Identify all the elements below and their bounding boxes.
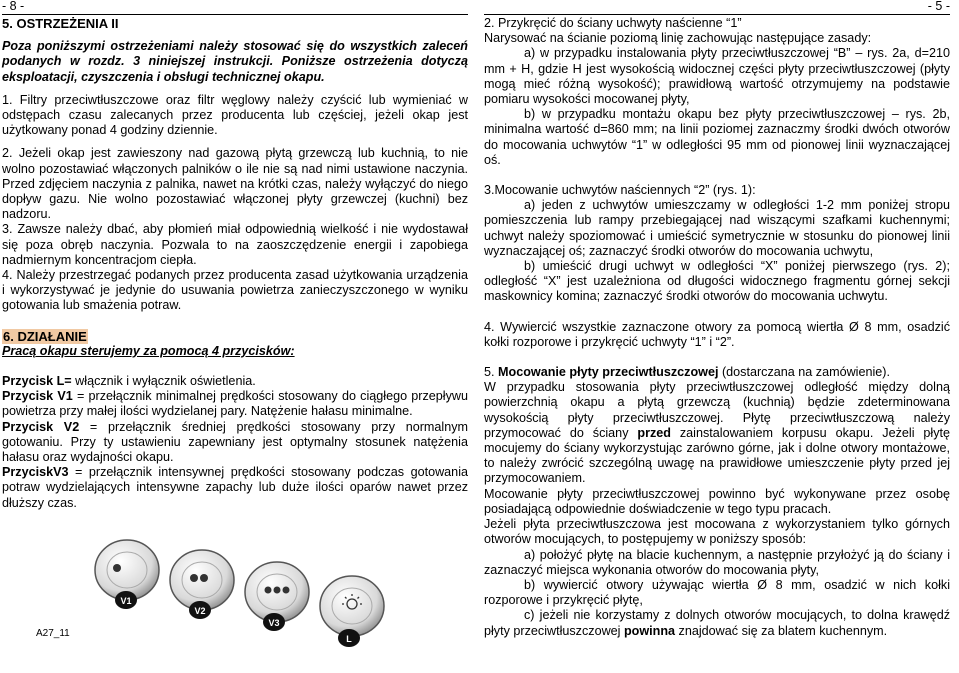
button-v3-description: PrzyciskV3 = przełącznik intensywnej prędkości stosowany podczas gotowania potraw wydzielających intensywne zapachy lub duże ilości oparów nawet przez dłuższy czas. bbox=[2, 465, 468, 510]
step-3-a: a) jeden z uchwytów umieszczamy w odległości 1-2 mm poniżej stropu pomieszczenia lub rampy przebiegającej nad wiszącymi szafkami kuchennymi; uchwyt należy spoziomować i umieścić symetrycznie w stosunku do pionowej linii wyznaczającej oś; zaznaczyć środki otworów do mocowania uchwytu, bbox=[484, 198, 950, 258]
step-5-a: a) położyć płytę na blacie kuchennym, a następnie przyłożyć ją do ściany i zaznaczyć miejsca wykonania otworów do mocowania płyty, bbox=[484, 547, 950, 577]
right-page bbox=[482, 0, 952, 668]
button-v1-label: Przycisk V1 bbox=[2, 389, 73, 404]
knob-v2-label: V2 bbox=[194, 606, 206, 616]
step-5-b: b) wywiercić otwory używając wiertła Ø 8 mm, osadzić w nich kołki rozporowe i przykręcić płytę, bbox=[484, 577, 950, 608]
button-v2-label: Przycisk V2 bbox=[2, 419, 80, 434]
step-4: 4. Wywiercić wszystkie zaznaczone otwory za pomocą wiertła Ø 8 mm, osadzić kołki rozporowe i przykręcić uchwyty “1” i “2”. bbox=[484, 319, 950, 349]
step-5-body-1: W przypadku stosowania płyty przeciwtłuszczowej odległość między dolną powierzchnią okapu a płytą grzewczą (kuchnią) będzie zdeterminowana wysokością płyty przeciwtłuszczowej. Płytę przeciwtłuszczową należy przymocować do ściany przed zainstalowaniem korpusu okapu. Jeżeli płytę mocujemy do ściany wykorzystując zarówno górne, jak i dolne otwory montażowe, to należy zwrócić szczególną uwagę na prawidłowe umieszczenie płyty przed jej przymocowaniem. bbox=[484, 380, 950, 486]
knob-l-label: L bbox=[346, 634, 352, 644]
warning-3: 3. Zawsze należy dbać, aby płomień miał odpowiednią wielkość i nie wydostawał się poza obręb naczynia. Pozwala to na zaoszczędzenie energii i zapobiega nadmiernym koncentracjom ciepła. bbox=[2, 222, 468, 267]
knobs-svg bbox=[22, 520, 462, 668]
right-page-number: - 5 - bbox=[484, 0, 950, 15]
button-v1-description: Przycisk V1 = przełącznik minimalnej prędkości stosowany do ciągłego przepływu powietrza przy małej ilości wydzielanej pary. Natężenie hałasu minimalne. bbox=[2, 389, 468, 419]
step-5-heading: 5. Mocowanie płyty przeciwtłuszczowej (dostarczana na zamówienie). bbox=[484, 365, 890, 380]
left-page bbox=[0, 0, 470, 668]
v1-symbol-icon bbox=[113, 564, 121, 572]
button-l-description: Przycisk L= włącznik i wyłącznik oświetlenia. bbox=[2, 374, 256, 389]
knob-v2 bbox=[170, 550, 234, 619]
knob-v3 bbox=[245, 562, 309, 631]
warning-2: 2. Jeżeli okap jest zawieszony nad gazową płytą grzewczą lub kuchnią, to nie wolno pozostawiać włączonych palników o ile nie są nad nimi ustawione naczynia. Przed zdjęciem naczynia z palnika, nawet na krótki czas, należy wyłączyć do niego dopływ gazu. Nie wolno pozostawiać włączonej płyty grzewczej (kuchni) bez nadzoru. bbox=[2, 146, 468, 222]
right-column bbox=[484, 16, 950, 639]
step-5-body-3: Mocowanie płyty przeciwtłuszczowej powinno być wykonywane przez osobę posiadającą odpowiednie doświadczenie w tego typu pracach. bbox=[484, 486, 950, 516]
button-v3-label: PrzyciskV3 bbox=[2, 465, 69, 480]
button-l-label: Przycisk L= bbox=[2, 374, 72, 389]
section-5-title: 5. OSTRZEŻENIA II bbox=[2, 16, 119, 31]
button-v2-description: Przycisk V2 = przełącznik średniej prędkości stosowany przy normalnym gotowaniu. Przy ty ustawieniu zapewniany jest optymalny stosunek natężenia hałasu oraz wydajności okapu. bbox=[2, 419, 468, 465]
step-3-b: b) umieścić drugi uchwyt w odległości “X” poniżej pierwszego (rys. 2); odległość “X” jest uzależniona od długości widocznego fragmentu górnej sekcji maskownicy komina; zaznaczyć środki otworów do mocowania uchwytu. bbox=[484, 259, 950, 304]
warning-1: 1. Filtry przeciwtłuszczowe oraz filtr węglowy należy czyścić lub wymieniać w odstępach czasu zalecanych przez producenta lub częściej, jeżeli okap jest użytkowany ponad 4 godziny dziennie. bbox=[2, 92, 468, 138]
step-5-c: c) jeżeli nie korzystamy z dolnych otworów mocujących, to dolna krawędź płyty przeciwtłuszczowej powinna znajdować się za blatem kuchennym. bbox=[484, 608, 950, 638]
step-2-intro: Narysować na ścianie poziomą linię zachowując następujące zasady: bbox=[484, 31, 872, 46]
step-5-title: Mocowanie płyty przeciwtłuszczowej bbox=[498, 365, 719, 380]
warning-4: 4. Należy przestrzegać podanych przez producenta zasad użytkowania urządzenia i wykorzystywać je jedynie do usuwania powietrza zanieczyszczonego w wyniku gotowania lub smażenia potraw. bbox=[2, 268, 468, 313]
knob-v1-label: V1 bbox=[120, 596, 132, 606]
knob-v1 bbox=[95, 540, 159, 609]
warnings-intro: Poza poniższymi ostrzeżeniami należy stosować się do wszystkich zaleceń podanych w rozdz. 3 niniejszej instrukcji. Poniższe ostrzeżenia dotyczą eksploatacji, czyszczenia i obsługi technicznej okapu. bbox=[2, 39, 468, 84]
figure-reference: A27_11 bbox=[36, 628, 70, 639]
section-6-subtitle: Pracą okapu sterujemy za pomocą 4 przycisków: bbox=[2, 343, 295, 358]
v2-symbol-icon bbox=[190, 574, 198, 582]
knob-v3-label: V3 bbox=[268, 618, 280, 628]
control-knobs-illustration bbox=[22, 520, 462, 668]
step-2-b: b) w przypadku montażu okapu bez płyty przeciwtłuszczowej – rys. 2b, minimalna wartość d=860 mm; na linii poziomej zaznaczmy środki dwóch otworów do mocowania uchwytów “1” w odległości 95 mm od pionowej linii wyznaczającej oś. bbox=[484, 107, 950, 167]
v3-symbol-icon bbox=[265, 587, 272, 594]
knob-l bbox=[320, 576, 384, 647]
step-3-title: 3.Mocowanie uchwytów naściennych “2” (rys. 1): bbox=[484, 183, 756, 198]
step-5-body-4: Jeżeli płyta przeciwtłuszczowa jest mocowana z wykorzystaniem tylko górnych otworów mocujących, to postępujemy w poniższy sposób: bbox=[484, 517, 950, 547]
left-column bbox=[2, 16, 468, 511]
left-page-number: - 8 - bbox=[2, 0, 468, 15]
section-6-title: 6. DZIAŁANIE bbox=[3, 328, 87, 344]
step-2-a: a) w przypadku instalowania płyty przeciwtłuszczowej “B” – rys. 2a, d=210 mm + H, gdzie H jest wysokością widocznej części płyty przeciwtłuszczowej (płyty mogą mieć różną wysokość); prawidłową wartość otrzymujemy na podstawie pomiaru wysokości mocowanej płyty, bbox=[484, 46, 950, 107]
step-2-title: 2. Przykręcić do ściany uchwyty naścienne “1” bbox=[484, 16, 742, 30]
